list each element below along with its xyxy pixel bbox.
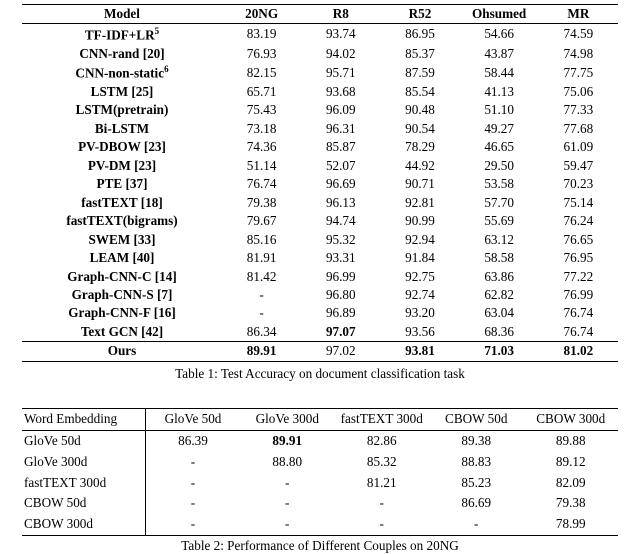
table-row	[22, 249, 618, 267]
table2-cell: -	[429, 514, 524, 535]
table1-cell: 81.91	[246, 250, 277, 266]
table-row	[22, 451, 618, 472]
table1-cell: 92.81	[405, 194, 435, 210]
table1-cell: 52.07	[325, 157, 356, 173]
table1-cell: 96.89	[325, 305, 356, 321]
table1-cell: 82.15	[246, 64, 277, 80]
table2-cell: -	[240, 514, 335, 535]
table1-model-name: Text GCN [42]	[22, 323, 222, 342]
table-row	[22, 267, 618, 285]
table1-caption: Table 1: Test Accuracy on document classification task	[175, 365, 465, 381]
table1-model-name: fastTEXT [18]	[81, 194, 163, 210]
table1-cell: 92.94	[405, 231, 435, 247]
table1-cell: 70.23	[563, 176, 594, 192]
table1-cell: 63.12	[484, 231, 514, 247]
citation-ref[interactable]: [42]	[137, 323, 164, 339]
table1-cell: 94.02	[325, 45, 356, 61]
table1-cell: 95.71	[325, 64, 356, 80]
table-row	[22, 120, 618, 138]
table1-cell: 68.36	[460, 323, 539, 342]
table2-row-label: GloVe 300d	[22, 451, 146, 472]
table1-cell: 93.74	[325, 26, 356, 42]
table-row	[22, 323, 618, 342]
table1-cell: 71.03	[460, 342, 539, 361]
citation-ref[interactable]: [40]	[129, 250, 155, 266]
table2-cell: -	[335, 514, 430, 535]
table1-model-name: CNN-rand [20]	[79, 45, 165, 61]
table1-cell: 41.13	[484, 83, 514, 99]
table1-cell: 76.24	[563, 213, 594, 229]
table1-cell: 74.36	[246, 139, 277, 155]
table2-row-label: CBOW 50d	[22, 493, 146, 514]
table1-cell: 78.29	[405, 139, 435, 155]
table1-cell: 93.68	[325, 83, 356, 99]
citation-ref[interactable]: [25]	[128, 83, 154, 99]
table1-cell: 86.95	[405, 26, 435, 42]
table2-cell: 79.38	[555, 495, 586, 511]
table2-cell: -	[190, 495, 196, 511]
table2-cell: 89.12	[555, 453, 586, 469]
table1-cell: 51.14	[246, 157, 277, 173]
table1-cell: 76.74	[246, 176, 277, 192]
table1-cell: 96.69	[325, 176, 356, 192]
table2-cell: -	[190, 453, 196, 469]
table2-col-glove-300d: GloVe 300d	[240, 408, 335, 430]
table2-cell: 89.38	[461, 432, 492, 448]
table1-cell: 54.66	[484, 26, 514, 42]
table1-cell: 75.43	[246, 102, 277, 118]
table-row	[22, 83, 618, 101]
table1-cell: 93.81	[380, 342, 459, 361]
table1-cell: 85.54	[405, 83, 435, 99]
table1-cell: 81.02	[539, 342, 618, 361]
table2-cell: 89.91	[272, 432, 303, 448]
table1-cell: 74.59	[563, 26, 594, 42]
table2-row-label: fastTEXT 300d	[22, 472, 146, 493]
citation-ref[interactable]: [37]	[122, 176, 148, 192]
table-row	[22, 138, 618, 156]
citation-ref[interactable]: [20]	[139, 45, 165, 61]
citation-ref[interactable]: [18]	[137, 194, 163, 210]
footnote-marker: 5	[154, 25, 160, 36]
results-table-1	[22, 4, 618, 362]
table1-cell: 53.58	[484, 176, 514, 192]
table1-cell: 90.99	[405, 213, 435, 229]
table2-header-row	[22, 408, 618, 430]
table1-cell: 59.47	[563, 157, 594, 173]
citation-ref[interactable]: [14]	[151, 268, 177, 284]
table1-cell: 76.74	[539, 323, 618, 342]
table2-row-label: CBOW 300d	[22, 514, 146, 535]
table2-cell: 88.80	[272, 453, 303, 469]
table1-cell: 79.38	[246, 194, 277, 210]
table2-col-word-embedding: Word Embedding	[22, 408, 146, 430]
table1-cell: 93.56	[380, 323, 459, 342]
table2-cell: 85.32	[366, 453, 397, 469]
table1-cell: 73.18	[246, 120, 277, 136]
table1-cell: 79.67	[246, 213, 277, 229]
table1-head	[22, 5, 618, 24]
table2-head	[22, 408, 618, 430]
table2-cell: -	[146, 514, 241, 535]
table1-cell: 94.74	[325, 213, 356, 229]
table1-cell: 51.10	[484, 102, 514, 118]
table-row	[22, 304, 618, 322]
table1-cell: 77.22	[563, 268, 594, 284]
table2-wrapper	[22, 408, 618, 554]
table-row	[22, 157, 618, 175]
table-row	[22, 24, 618, 44]
table1-cell: 92.74	[405, 287, 435, 302]
table1-model-name: LSTM [25]	[90, 83, 154, 99]
table1-cell: 57.70	[484, 194, 514, 210]
table1-cell: 62.82	[484, 287, 514, 302]
table1-cell: 75.06	[563, 83, 594, 99]
table1-cell: 96.31	[325, 120, 356, 136]
table2-col-cbow-300d: CBOW 300d	[524, 408, 619, 430]
table1-cell: 86.34	[222, 323, 301, 342]
table1-cell: 81.42	[246, 268, 277, 284]
citation-ref[interactable]: [23]	[140, 139, 166, 155]
table-row	[22, 493, 618, 514]
table1-model-name: LSTM(pretrain)	[75, 102, 169, 118]
table1-model-name: $TF-IDF+LR^5$	[84, 25, 160, 43]
table1-col-ohsumed: Ohsumed	[460, 5, 539, 24]
table1-col-model: Model	[22, 5, 222, 24]
table1-cell: 85.16	[246, 231, 277, 247]
table1-model-name: Graph-CNN-C [14]	[67, 268, 177, 284]
table1-col-mr: MR	[539, 5, 618, 24]
table1-model-name: Ours	[22, 342, 222, 361]
table1-cell: 63.04	[484, 305, 514, 321]
table1-cell: 76.65	[563, 231, 594, 247]
table1-model-name: Bi-LSTM	[94, 120, 150, 136]
table-row	[22, 193, 618, 211]
table1-cell: 85.37	[405, 45, 435, 61]
table1-cell: 90.54	[405, 120, 435, 136]
table2-cell: 89.88	[555, 432, 586, 448]
table2-col-cbow-50d: CBOW 50d	[429, 408, 524, 430]
table2-cell: 86.39	[178, 432, 208, 448]
table1-cell: 91.84	[405, 250, 435, 266]
table1-body	[22, 24, 618, 361]
table1-cell: 90.48	[405, 102, 435, 118]
table2-cell: 78.99	[524, 514, 619, 535]
table1-cell: 77.33	[563, 102, 594, 118]
table1-model-name: CNN-non-static$^6$	[75, 63, 169, 81]
table1-cell: 29.50	[484, 157, 514, 173]
table2-cell: 86.69	[461, 495, 492, 511]
table-row	[22, 472, 618, 493]
table2-cell: -	[285, 474, 290, 490]
table1-cell: 77.75	[563, 64, 594, 80]
table2-cell: 88.83	[461, 453, 492, 469]
table1-cell: 77.68	[563, 120, 594, 136]
table1-cell: 95.32	[325, 231, 356, 247]
table1-col-20ng: 20NG	[222, 5, 301, 24]
table1-model-name: PV-DBOW [23]	[78, 139, 166, 155]
table2-col-fasttext-300d: fastTEXT 300d	[335, 408, 430, 430]
table1-cell: 93.31	[325, 250, 356, 266]
table1-model-name: SWEM [33]	[88, 231, 156, 247]
table1-cell: 43.87	[484, 45, 514, 61]
table2-cell: 82.09	[555, 474, 586, 490]
table-row	[22, 286, 618, 304]
table1-cell: 89.91	[222, 342, 301, 361]
table1-cell: 75.14	[563, 194, 594, 210]
table1-cell: 74.98	[563, 45, 594, 61]
footnote-marker: 6	[164, 63, 169, 74]
table1-cell: -	[259, 305, 264, 321]
table-row	[22, 430, 618, 451]
table1-cell: 61.09	[563, 139, 594, 155]
table1-cell: 49.27	[484, 120, 514, 136]
table-row	[22, 212, 618, 230]
table1-cell: 46.65	[484, 139, 514, 155]
table1-cell: 97.02	[301, 342, 380, 361]
table-row	[22, 63, 618, 83]
table2-cell: 82.86	[366, 432, 397, 448]
table1-model-name: Graph-CNN-S [7]	[71, 287, 173, 302]
table1-cell: 96.80	[325, 287, 356, 302]
table1-model-name: PTE [37]	[96, 176, 148, 192]
table2-cell: 85.23	[461, 474, 492, 490]
table1-cell: 58.44	[484, 64, 514, 80]
citation-ref[interactable]: [16]	[150, 305, 176, 321]
table1-cell: 76.99	[563, 287, 594, 302]
table1-model-name: PV-DM [23]	[87, 157, 157, 173]
table1-col-r52: R52	[380, 5, 459, 24]
table1-cell: 58.58	[484, 250, 514, 266]
table1-model-name: Graph-CNN-F [16]	[68, 305, 176, 321]
table1-cell: 85.87	[325, 139, 356, 155]
table2-row-label: GloVe 50d	[22, 430, 146, 451]
table1-cell: 87.59	[405, 64, 435, 80]
results-table-2	[22, 408, 618, 536]
table2-cell: -	[190, 474, 196, 490]
table-row	[22, 101, 618, 119]
table1-cell: 76.95	[563, 250, 594, 266]
table1-col-r8: R8	[301, 5, 380, 24]
table1-cell: 96.99	[325, 268, 356, 284]
table2-cell: -	[285, 495, 290, 511]
citation-ref[interactable]: [33]	[130, 231, 156, 247]
table1-model-name: fastTEXT(bigrams)	[66, 213, 178, 229]
table1-cell: 93.20	[405, 305, 435, 321]
table-row	[22, 230, 618, 248]
table2-caption: Table 2: Performance of Different Couples on 20NG	[181, 537, 459, 553]
table2-cell: 81.21	[366, 474, 397, 490]
table1-cell: 55.69	[484, 213, 514, 229]
table1-cell: 90.71	[405, 176, 435, 192]
table1-cell: 65.71	[246, 83, 277, 99]
table-row	[22, 514, 618, 535]
table2-body	[22, 430, 618, 535]
table2-cell: -	[379, 495, 384, 511]
table-row	[22, 44, 618, 62]
table1-header-row	[22, 5, 618, 24]
table1-cell: 92.75	[405, 268, 435, 284]
table-row	[22, 342, 618, 361]
table2-col-glove-50d: GloVe 50d	[146, 408, 241, 430]
table1-cell: 97.07	[301, 323, 380, 342]
table1-cell: 63.86	[484, 268, 514, 284]
table1-cell: 76.93	[246, 45, 277, 61]
table1-cell: -	[259, 287, 264, 302]
table1-cell: 76.74	[563, 305, 594, 321]
table1-cell: 96.13	[325, 194, 356, 210]
table1-cell: 83.19	[246, 26, 277, 42]
citation-ref[interactable]: [7]	[153, 287, 173, 302]
table1-cell: 96.09	[325, 102, 356, 118]
table1-cell: 44.92	[405, 157, 435, 173]
table1-model-name: LEAM [40]	[89, 250, 155, 266]
citation-ref[interactable]: [23]	[130, 157, 157, 173]
table-row	[22, 175, 618, 193]
